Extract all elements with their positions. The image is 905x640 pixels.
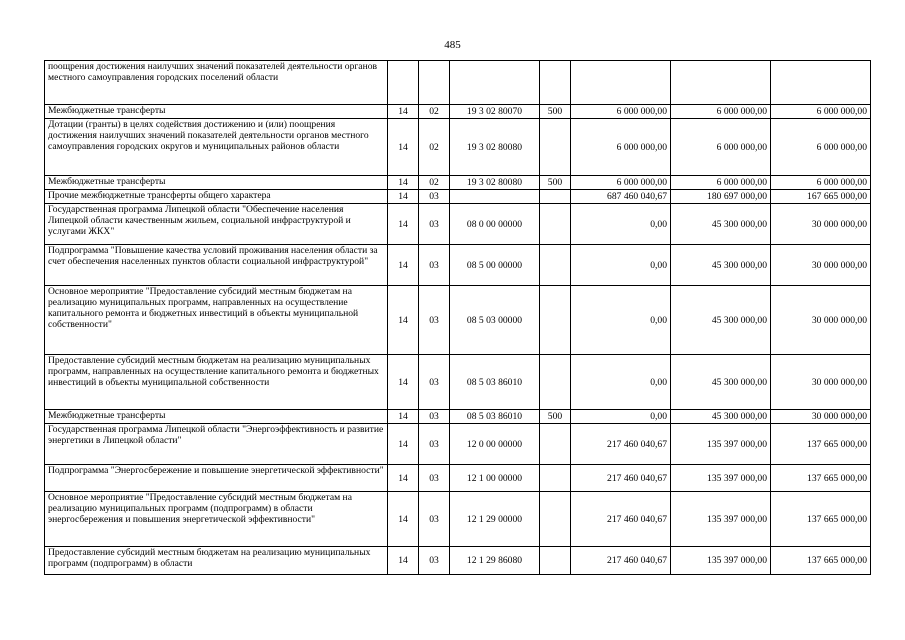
row-subsection-cell: 02	[419, 119, 450, 176]
row-sum-year2-cell: 45 300 000,00	[671, 204, 771, 245]
row-subsection-cell: 02	[419, 105, 450, 119]
row-target-article-cell: 19 3 02 80080	[450, 176, 540, 190]
row-sum-year3-cell: 30 000 000,00	[771, 204, 871, 245]
row-expense-type-cell	[540, 204, 571, 245]
row-sum-year2-cell: 135 397 000,00	[671, 547, 771, 575]
row-subsection-cell: 03	[419, 410, 450, 424]
row-sum-year1-cell: 217 460 040,67	[571, 492, 671, 547]
table-row	[45, 547, 871, 575]
row-name-cell: Межбюджетные трансферты	[45, 410, 388, 424]
row-target-article-cell: 08 0 00 00000	[450, 204, 540, 245]
row-expense-type-cell: 500	[540, 176, 571, 190]
row-expense-type-cell	[540, 355, 571, 410]
row-target-article-cell: 12 0 00 00000	[450, 424, 540, 465]
table-row	[45, 355, 871, 410]
row-target-article-cell	[450, 190, 540, 204]
row-expense-type-cell	[540, 245, 571, 286]
row-sum-year3-cell: 30 000 000,00	[771, 245, 871, 286]
table-row	[45, 119, 871, 176]
row-sum-year1-cell: 217 460 040,67	[571, 424, 671, 465]
row-sum-year1-cell: 6 000 000,00	[571, 105, 671, 119]
row-expense-type-cell	[540, 547, 571, 575]
row-subsection-cell: 03	[419, 424, 450, 465]
row-subsection-cell: 03	[419, 286, 450, 355]
page-number: 485	[444, 39, 461, 51]
row-sum-year3-cell: 30 000 000,00	[771, 286, 871, 355]
row-sum-year1-cell: 0,00	[571, 245, 671, 286]
row-expense-type-cell	[540, 286, 571, 355]
row-sum-year1-cell: 217 460 040,67	[571, 547, 671, 575]
row-section-cell: 14	[388, 204, 419, 245]
row-sum-year2-cell: 6 000 000,00	[671, 119, 771, 176]
table-row	[45, 190, 871, 204]
row-sum-year3-cell: 137 665 000,00	[771, 424, 871, 465]
row-sum-year3-cell: 167 665 000,00	[771, 190, 871, 204]
row-name-cell: Межбюджетные трансферты	[45, 105, 388, 119]
table-row	[45, 204, 871, 245]
table-row	[45, 492, 871, 547]
row-sum-year3-cell: 6 000 000,00	[771, 105, 871, 119]
row-name-cell: поощрения достижения наилучших значений показателей деятельности органов местного самоуправления городских поселений области	[45, 61, 388, 105]
row-section-cell	[388, 61, 419, 105]
row-sum-year2-cell	[671, 61, 771, 105]
row-name-cell: Подпрограмма "Энергосбережение и повышение энергетической эффективности"	[45, 465, 388, 492]
table-row	[45, 176, 871, 190]
row-expense-type-cell	[540, 465, 571, 492]
row-section-cell: 14	[388, 119, 419, 176]
row-section-cell: 14	[388, 465, 419, 492]
row-target-article-cell: 12 1 00 00000	[450, 465, 540, 492]
row-sum-year1-cell: 687 460 040,67	[571, 190, 671, 204]
row-sum-year1-cell: 0,00	[571, 410, 671, 424]
row-expense-type-cell	[540, 190, 571, 204]
row-sum-year3-cell: 137 665 000,00	[771, 547, 871, 575]
row-name-cell: Предоставление субсидий местным бюджетам на реализацию муниципальных программ (подпрограмм) в области	[45, 547, 388, 575]
row-sum-year1-cell: 217 460 040,67	[571, 465, 671, 492]
row-subsection-cell: 03	[419, 465, 450, 492]
row-section-cell: 14	[388, 245, 419, 286]
row-sum-year1-cell	[571, 61, 671, 105]
row-sum-year1-cell: 0,00	[571, 355, 671, 410]
row-sum-year2-cell: 6 000 000,00	[671, 176, 771, 190]
row-sum-year2-cell: 180 697 000,00	[671, 190, 771, 204]
row-name-cell: Основное мероприятие "Предоставление субсидий местным бюджетам на реализацию муниципальных программ (подпрограмм) в области энергосбережения и повышения энергетической эффективности"	[45, 492, 388, 547]
row-section-cell: 14	[388, 547, 419, 575]
row-sum-year2-cell: 135 397 000,00	[671, 465, 771, 492]
row-target-article-cell: 08 5 03 86010	[450, 410, 540, 424]
row-section-cell: 14	[388, 424, 419, 465]
row-expense-type-cell	[540, 492, 571, 547]
row-target-article-cell: 08 5 03 00000	[450, 286, 540, 355]
row-sum-year2-cell: 45 300 000,00	[671, 286, 771, 355]
budget-table-body	[45, 61, 871, 575]
row-sum-year1-cell: 6 000 000,00	[571, 176, 671, 190]
row-name-cell: Предоставление субсидий местным бюджетам на реализацию муниципальных программ, направленных на осуществление капитального ремонта и бюджетных инвестиций в объекты муниципальной собственности	[45, 355, 388, 410]
row-section-cell: 14	[388, 492, 419, 547]
row-sum-year3-cell: 30 000 000,00	[771, 410, 871, 424]
table-row	[45, 105, 871, 119]
row-sum-year2-cell: 45 300 000,00	[671, 355, 771, 410]
table-row	[45, 286, 871, 355]
budget-table	[44, 60, 871, 575]
row-sum-year3-cell: 30 000 000,00	[771, 355, 871, 410]
row-target-article-cell: 12 1 29 00000	[450, 492, 540, 547]
row-name-cell: Основное мероприятие "Предоставление субсидий местным бюджетам на реализацию муниципальных программ, направленных на осуществление капитального ремонта и бюджетных инвестиций в объекты муниципальной собственности"	[45, 286, 388, 355]
row-sum-year2-cell: 45 300 000,00	[671, 410, 771, 424]
row-expense-type-cell: 500	[540, 105, 571, 119]
row-sum-year2-cell: 135 397 000,00	[671, 492, 771, 547]
row-sum-year3-cell: 137 665 000,00	[771, 465, 871, 492]
table-row	[45, 410, 871, 424]
row-sum-year2-cell: 135 397 000,00	[671, 424, 771, 465]
row-sum-year2-cell: 6 000 000,00	[671, 105, 771, 119]
row-expense-type-cell	[540, 119, 571, 176]
row-sum-year1-cell: 6 000 000,00	[571, 119, 671, 176]
row-sum-year3-cell: 6 000 000,00	[771, 119, 871, 176]
row-subsection-cell: 02	[419, 176, 450, 190]
row-target-article-cell: 19 3 02 80070	[450, 105, 540, 119]
row-subsection-cell: 03	[419, 547, 450, 575]
row-target-article-cell: 19 3 02 80080	[450, 119, 540, 176]
row-sum-year2-cell: 45 300 000,00	[671, 245, 771, 286]
row-subsection-cell: 03	[419, 492, 450, 547]
row-subsection-cell: 03	[419, 204, 450, 245]
row-target-article-cell	[450, 61, 540, 105]
row-section-cell: 14	[388, 410, 419, 424]
row-sum-year3-cell: 137 665 000,00	[771, 492, 871, 547]
row-name-cell: Государственная программа Липецкой области "Обеспечение населения Липецкой области качественным жильем, социальной инфраструктурой и услугами ЖКХ"	[45, 204, 388, 245]
row-section-cell: 14	[388, 176, 419, 190]
row-subsection-cell: 03	[419, 245, 450, 286]
row-sum-year3-cell: 6 000 000,00	[771, 176, 871, 190]
row-name-cell: Прочие межбюджетные трансферты общего характера	[45, 190, 388, 204]
row-section-cell: 14	[388, 105, 419, 119]
row-name-cell: Государственная программа Липецкой области "Энергоэффективность и развитие энергетики в Липецкой области"	[45, 424, 388, 465]
table-row	[45, 61, 871, 105]
row-name-cell: Дотации (гранты) в целях содействия достижению и (или) поощрения достижения наилучших значений показателей деятельности органов местного самоуправления городских округов и муниципальных районов области	[45, 119, 388, 176]
row-sum-year1-cell: 0,00	[571, 204, 671, 245]
row-name-cell: Межбюджетные трансферты	[45, 176, 388, 190]
table-row	[45, 465, 871, 492]
row-section-cell: 14	[388, 286, 419, 355]
row-expense-type-cell	[540, 424, 571, 465]
row-section-cell: 14	[388, 190, 419, 204]
table-row	[45, 424, 871, 465]
row-target-article-cell: 08 5 00 00000	[450, 245, 540, 286]
row-subsection-cell: 03	[419, 355, 450, 410]
row-sum-year1-cell: 0,00	[571, 286, 671, 355]
row-expense-type-cell	[540, 61, 571, 105]
row-expense-type-cell: 500	[540, 410, 571, 424]
table-row	[45, 245, 871, 286]
row-target-article-cell: 08 5 03 86010	[450, 355, 540, 410]
row-subsection-cell	[419, 61, 450, 105]
row-sum-year3-cell	[771, 61, 871, 105]
row-name-cell: Подпрограмма "Повышение качества условий проживания населения области за счет обеспечения населенных пунктов области социальной инфраструктурой"	[45, 245, 388, 286]
row-section-cell: 14	[388, 355, 419, 410]
row-subsection-cell: 03	[419, 190, 450, 204]
row-target-article-cell: 12 1 29 86080	[450, 547, 540, 575]
